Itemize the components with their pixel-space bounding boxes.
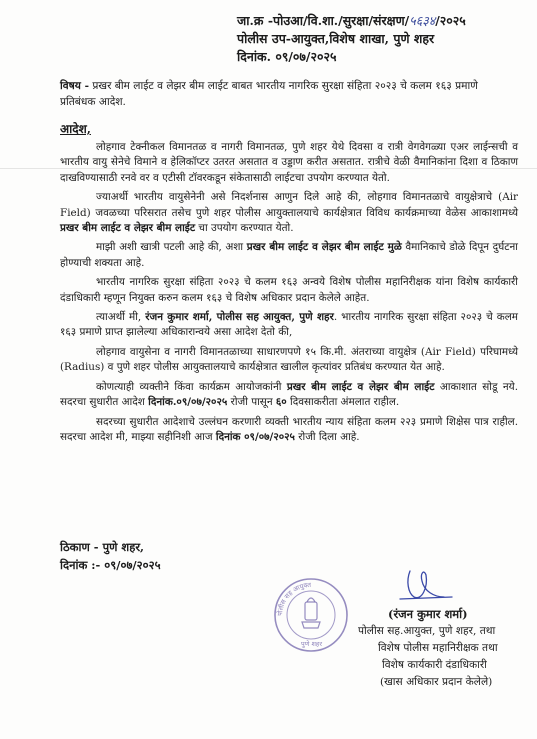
para-text: त्याअर्थी मी,	[96, 311, 146, 324]
para-text: कोणत्याही व्यक्तीने किंवा कार्यक्रम आयोजकांनी	[96, 380, 287, 393]
order-heading: आदेश,	[60, 122, 91, 136]
para-text: माझी अशी खात्री पटली आहे की, अशा	[96, 241, 247, 254]
svg-text:पोलीस सह आयुक्त: पोलीस सह आयुक्त	[275, 580, 312, 617]
place: ठिकाण - पुणे शहर,	[60, 540, 145, 554]
para-text: रोजी पासून	[227, 396, 276, 409]
subject-block	[60, 78, 510, 110]
letter-header	[237, 12, 507, 66]
para-text: सदरच्या सुधारीत आदेशाचे उल्लंघन करणारी व्यक्ती भारतीय न्याय संहिता कलम २२३ प्रमाणे शिक्षेस पात्र राहील. सदरचा आदेश मी, माझ्या सहीनिशी आज	[60, 415, 518, 443]
para-text: भारतीय नागरिक सुरक्षा संहिता २०२३ चे कलम १६३ अन्वये विशेष पोलीस महानिरीक्षक यांना विशेष कार्यकारी दंडाधिकारी म्हणून नियुक्त करुन कलम १६३ चे विशेष अधिकार प्रदान केलेले आहेत.	[60, 276, 518, 304]
ref-year: /२०२५	[435, 13, 466, 28]
para-text: . भारतीय नागरिक सुरक्षा संहिता २०२३ चे कलम १६३ प्रमाणे प्राप्त झालेल्या अधिकारान्वये असा आदेश देतो की,	[60, 311, 518, 339]
office-name: पोलीस उप-आयुक्त,विशेष शाखा, पुणे शहर	[237, 31, 435, 46]
para-bold: दिनांक ०९/०७/२०२५	[215, 430, 295, 443]
signatory-name: (रंजन कुमार शर्मा)	[388, 607, 468, 621]
ref-handwritten-number: ५६३४	[409, 13, 436, 28]
para-bold: प्रखर बीम लाईट व लेझर बीम लाईट	[286, 380, 435, 393]
para-bold: प्रखर बीम लाईट व लेझर बीम लाईट मुळे	[246, 241, 402, 254]
para-bold: प्रखर बीम लाईट व लेझर बीम लाईट	[60, 222, 196, 235]
place-date: दिनांक :- ०९/०७/२०२५	[60, 558, 161, 572]
paragraph	[60, 310, 518, 341]
reference-number	[237, 12, 507, 30]
place-date-block	[60, 538, 161, 574]
subject-label: विषय -	[60, 80, 89, 92]
paragraph	[60, 240, 518, 271]
para-text: लोहगाव वायुसेना व नागरी विमानतळाच्या साधारणपणे १५ कि.मी. अंतराच्या वायुक्षेत्र (Air Field) परिघामध्ये (Radius) व पुणे शहर पोलीस आयुक्तालयाचे कार्यक्षेत्रात खालील कृत्यांवर प्रतिबंध करण्यात येत आहे.	[60, 345, 518, 374]
signatory-designation: विशेष कार्यकारी दंडाधिकारी	[382, 659, 487, 671]
paragraph	[60, 415, 518, 446]
para-bold: ६०	[275, 396, 287, 409]
paragraph	[60, 140, 518, 186]
paragraph	[60, 190, 518, 236]
para-text: दिवसाकरीता अंमलात राहील.	[286, 396, 400, 409]
subject-text: प्रखर बीम लाईट व लेझर बीम लाईट बाबत भारतीय नागरिक सुरक्षा संहिता २०२३ चे कलम १६३ प्रमाणे प्रतिबंधक आदेश.	[60, 80, 478, 108]
svg-text:पुणे शहर: पुणे शहर	[301, 640, 322, 648]
para-text: लोहगाव टेक्नीकल विमानतळ व नागरी विमानतळ, पुणे शहर येथे दिवसा व रात्री वेगवेगळ्या एअर लाईन्सची व भारतीय वायु सेनेचे विमाने व हेलिकॉप्टर उतरत असतात व उड्डाण करीत असतात. रात्रीचे वेळी वैमानिकांना दिशा व ठिकाण दाखविण्यासाठी रनवे वर व एटीसी टॉवरकडून संकेतासाठी लाईटचा उपयोग करण्यात येतो.	[60, 141, 518, 184]
ref-prefix: जा.क्र -पोउआ/वि.शा./सुरक्षा/संरक्षण/	[237, 13, 410, 28]
para-text: रोजी दिला आहे.	[294, 430, 360, 443]
para-text: ज्याअर्थी भारतीय वायुसेनेनी असे निदर्शनास आणुन दिले आहे की, लोहगाव विमानतळाचे वायुक्षेत्राचे (Air Field) जवळच्या परिसरात तसेच पुणे शहर पोलीस आयुक्तालयाचे कार्यक्षेत्रात विविध कार्यक्रमाच्या वेळेस आकाशामध्ये	[60, 191, 518, 219]
paragraph	[60, 275, 518, 306]
handwritten-signature	[396, 567, 456, 603]
para-text: चा उपयोग करण्यात येतो.	[195, 222, 294, 235]
para-bold: रंजन कुमार शर्मा, पोलीस सह आयुक्त, पुणे शहर	[145, 311, 334, 324]
para-bold: दिनांक.०९/०७/२०२५	[148, 396, 228, 409]
para-text: वैमानिकाचे डोळे दिपून दुर्घटना होण्याची शक्यता आहे.	[60, 241, 518, 269]
paragraph	[60, 380, 518, 411]
para-text: आकाशात सोडू नये. सदरचा सुधारीत आदेश	[60, 380, 519, 409]
paragraph	[60, 345, 518, 376]
header-date: दिनांक. ०९/०७/२०२५	[237, 49, 337, 64]
signatory-block	[330, 606, 530, 691]
signatory-designation: (खास अधिकार प्रदान केलेले)	[380, 676, 493, 688]
signatory-designation: विशेष पोलीस महानिरीक्षक तथा	[378, 642, 498, 654]
order-body	[60, 140, 518, 449]
signatory-designation: पोलीस सह.आयुक्त, पुणे शहर, तथा	[358, 625, 496, 637]
